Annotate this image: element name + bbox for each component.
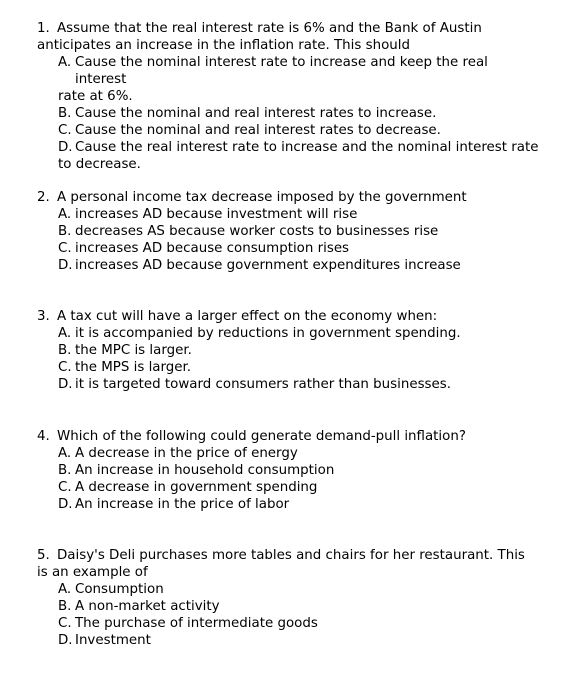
option-text: A non-market activity xyxy=(75,599,220,614)
question-5 xyxy=(37,547,542,649)
option-letter: C. xyxy=(58,360,72,375)
question-number: 2. xyxy=(37,190,50,205)
option-letter: D. xyxy=(58,140,73,155)
question-number: 1. xyxy=(37,21,50,36)
option-text-continued: rate at 6%. xyxy=(58,89,133,104)
answer-option-b[interactable] xyxy=(37,105,542,122)
answer-option-d[interactable] xyxy=(37,632,542,649)
option-text: Cause the nominal and real interest rates to increase. xyxy=(75,106,437,121)
option-letter: A. xyxy=(58,326,72,341)
question-stem xyxy=(37,428,542,445)
question-stem-line: Assume that the real interest rate is 6% and the Bank of Austin xyxy=(57,21,482,36)
answer-options xyxy=(37,581,542,649)
answer-option-d[interactable] xyxy=(37,376,542,393)
answer-option-c[interactable] xyxy=(37,615,542,632)
option-text: A decrease in government spending xyxy=(75,480,318,495)
question-stem xyxy=(37,308,542,325)
answer-option-b[interactable] xyxy=(37,223,542,240)
question-3 xyxy=(37,308,542,393)
answer-option-a[interactable] xyxy=(37,445,542,462)
question-stem-line: anticipates an increase in the inflation rate. This should xyxy=(37,38,410,53)
option-text: An increase in household consumption xyxy=(75,463,335,478)
option-letter: C. xyxy=(58,123,72,138)
answer-option-a[interactable] xyxy=(37,581,542,598)
question-stem xyxy=(37,20,542,37)
option-text: increases AD because government expenditures increase xyxy=(75,258,461,273)
option-letter: B. xyxy=(58,599,72,614)
answer-option-a[interactable] xyxy=(37,325,542,342)
option-text: Investment xyxy=(75,633,151,648)
answer-option-a[interactable] xyxy=(37,206,542,223)
question-stem-line: is an example of xyxy=(37,565,148,580)
option-text: it is targeted toward consumers rather than businesses. xyxy=(75,377,452,392)
question-1 xyxy=(37,20,542,173)
option-letter: B. xyxy=(58,463,72,478)
answer-option-b[interactable] xyxy=(37,462,542,479)
answer-option-d[interactable] xyxy=(37,139,542,173)
answer-option-c[interactable] xyxy=(37,359,542,376)
option-letter: A. xyxy=(58,446,72,461)
answer-options xyxy=(37,206,542,274)
option-text: decreases AS because worker costs to businesses rise xyxy=(75,224,439,239)
option-letter: D. xyxy=(58,633,73,648)
answer-option-c[interactable] xyxy=(37,122,542,139)
question-stem-line: A tax cut will have a larger effect on the economy when: xyxy=(57,309,438,324)
answer-option-b[interactable] xyxy=(37,598,542,615)
option-text: An increase in the price of labor xyxy=(75,497,290,512)
answer-option-d[interactable] xyxy=(37,257,542,274)
option-text: The purchase of intermediate goods xyxy=(75,616,318,631)
question-stem-line: Daisy's Deli purchases more tables and chairs for her restaurant. This xyxy=(57,548,525,563)
option-text: the MPC is larger. xyxy=(75,343,192,358)
answer-options xyxy=(37,54,542,173)
option-text: the MPS is larger. xyxy=(75,360,192,375)
option-letter: A. xyxy=(58,582,72,597)
answer-option-d[interactable] xyxy=(37,496,542,513)
question-4 xyxy=(37,428,542,513)
option-text: Cause the nominal interest rate to increase and keep the real interest xyxy=(75,55,488,87)
option-letter: B. xyxy=(58,224,72,239)
option-text: increases AD because investment will rise xyxy=(75,207,358,222)
answer-option-a[interactable] xyxy=(37,54,542,105)
answer-option-c[interactable] xyxy=(37,479,542,496)
option-letter: D. xyxy=(58,258,73,273)
answer-options xyxy=(37,445,542,513)
option-letter: B. xyxy=(58,106,72,121)
question-stem-line: Which of the following could generate demand-pull inflation? xyxy=(57,429,466,444)
option-text: increases AD because consumption rises xyxy=(75,241,350,256)
option-text: Cause the nominal and real interest rates to decrease. xyxy=(75,123,441,138)
question-number: 4. xyxy=(37,429,50,444)
answer-option-b[interactable] xyxy=(37,342,542,359)
answer-options xyxy=(37,325,542,393)
option-letter: C. xyxy=(58,616,72,631)
option-text: A decrease in the price of energy xyxy=(75,446,298,461)
option-letter: A. xyxy=(58,207,72,222)
answer-option-c[interactable] xyxy=(37,240,542,257)
option-letter: C. xyxy=(58,241,72,256)
option-letter: A. xyxy=(58,55,72,70)
question-number: 5. xyxy=(37,548,50,563)
option-letter: D. xyxy=(58,497,73,512)
option-text: it is accompanied by reductions in government spending. xyxy=(75,326,461,341)
option-letter: B. xyxy=(58,343,72,358)
question-number: 3. xyxy=(37,309,50,324)
question-2 xyxy=(37,189,542,274)
option-text-continued: to decrease. xyxy=(58,157,141,172)
question-stem xyxy=(37,547,542,564)
option-text: Cause the real interest rate to increase and the nominal interest rate xyxy=(75,140,539,155)
question-stem-line: A personal income tax decrease imposed by the government xyxy=(57,190,467,205)
option-letter: C. xyxy=(58,480,72,495)
option-letter: D. xyxy=(58,377,73,392)
question-stem xyxy=(37,189,542,206)
option-text: Consumption xyxy=(75,582,164,597)
